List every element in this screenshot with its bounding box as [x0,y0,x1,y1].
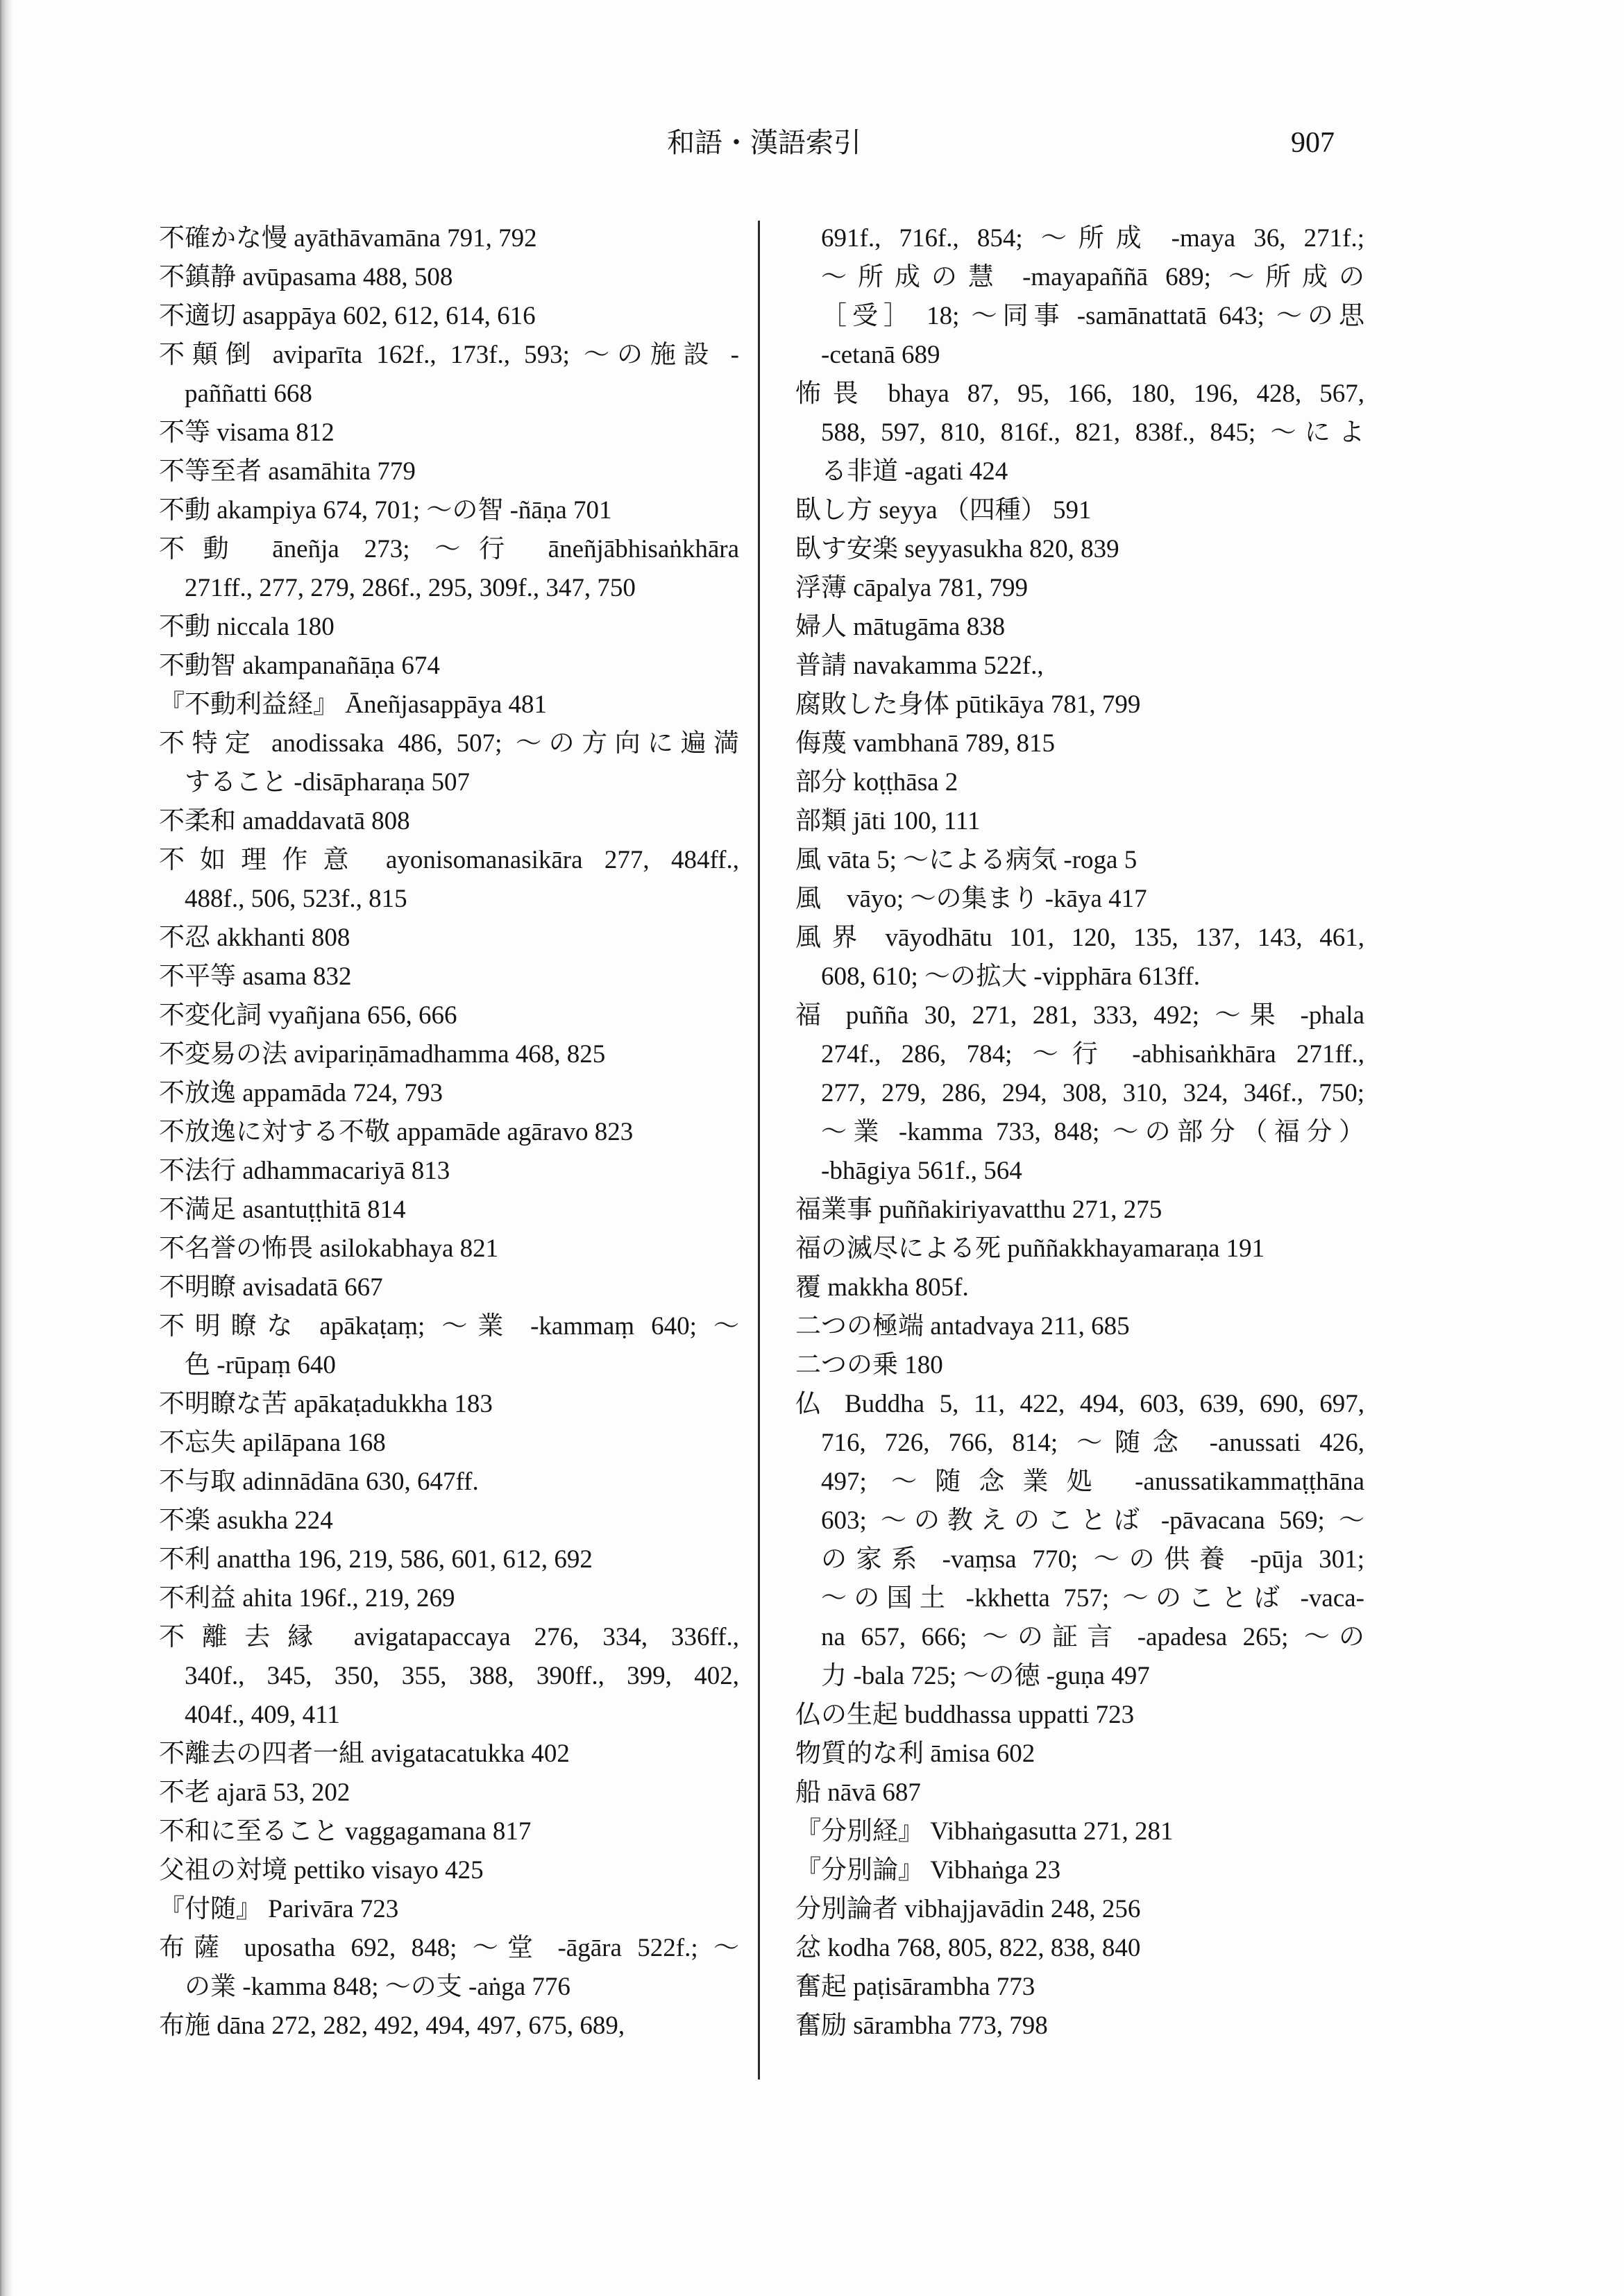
index-entry-headword-line: 船 nāvā 687 [795,1778,921,1807]
index-entry [159,647,739,686]
index-entry-headword-line: 不法行 adhammacariyā 813 [159,1157,450,1185]
index-entry [159,1230,739,1268]
index-entry [159,1074,739,1113]
index-entry-headword-line: 忿 kodha 768, 805, 822, 838, 840 [795,1934,1141,1962]
index-entry [159,802,739,841]
index-entry-headword-line: 不動 niccala 180 [159,613,335,641]
index-entry-continuation-line: 716, 726, 766, 814; ～随念 -anussati 426, [821,1429,1364,1457]
index-entry [795,219,1364,375]
index-entry-headword-line: 仏の生起 buddhassa uppatti 723 [795,1701,1135,1729]
index-entry-headword-line: 分別論者 vibhajjavādin 248, 256 [795,1895,1141,1923]
index-entry-headword-line: 不変易の法 avipariṇāmadhamma 468, 825 [159,1040,606,1069]
index-entry [159,491,739,530]
index-entry [795,763,1364,802]
index-entry-headword-line: 布施 dāna 272, 282, 492, 494, 497, 675, 689, [159,2012,625,2040]
index-entry-headword-line: 不特定 anodissaka 486, 507; ～の方向に遍満 [159,729,739,758]
index-entry [795,1812,1364,1851]
index-entry [159,724,739,802]
index-entry-continuation-line: の家系 -vaṃsa 770; ～の供養 -pūja 301; [821,1545,1364,1574]
index-entry [795,1385,1364,1696]
index-entry-headword-line: 不等 visama 812 [159,418,335,447]
index-entry [795,724,1364,763]
index-entry-continuation-line: 404f., 409, 411 [185,1701,340,1729]
index-entry [795,2007,1364,2046]
index-entry-continuation-line: paññatti 668 [185,380,312,408]
index-entry-continuation-line: すること -disāpharaṇa 507 [185,768,471,797]
index-entry-continuation-line: 277, 279, 286, 294, 308, 310, 324, 346f., 750; [821,1079,1364,1107]
index-entry [159,919,739,958]
index-entry-headword-line: 不放逸 appamāda 724, 793 [159,1079,443,1107]
index-entry-headword-line: 腐敗した身体 pūtikāya 781, 799 [795,690,1141,719]
index-entry [795,1890,1364,1929]
index-entry [159,841,739,919]
index-entry [159,686,739,724]
index-entry [795,1851,1364,1890]
index-entry [159,258,739,297]
index-entry [795,1968,1364,2007]
index-entry-headword-line: 不与取 adinnādāna 630, 647ff. [159,1468,479,1496]
index-entry [795,1307,1364,1346]
index-entry-continuation-line: 色 -rūpaṃ 640 [185,1351,336,1379]
index-entry [159,1463,739,1502]
index-entry-headword-line: 不明瞭な apākaṭaṃ; ～業 -kammaṃ 640; ～ [159,1312,739,1341]
index-entry [159,1152,739,1191]
index-entry [159,219,739,258]
index-entry-headword-line: 不忘失 apilāpana 168 [159,1429,386,1457]
index-entry-headword-line: 布薩 uposatha 692, 848; ～堂 -āgāra 522f.; ～ [159,1934,739,1962]
index-entry-headword-line: 風 vāyo; ～の集まり -kāya 417 [795,885,1147,913]
index-entry-headword-line: 不忍 akkhanti 808 [159,924,350,952]
index-entry-headword-line: 不離去の四者一組 avigatacatukka 402 [159,1740,570,1768]
index-entry [795,841,1364,880]
index-column-right [795,219,1364,2046]
index-entry-headword-line: 『不動利益経』 Āneñjasappāya 481 [159,690,548,719]
column-divider-rule [758,221,760,2080]
index-entry-headword-line: 『付随』 Parivāra 723 [159,1895,399,1923]
index-entry [795,608,1364,647]
index-entry [159,1812,739,1851]
index-entry [159,1268,739,1307]
index-entry-continuation-line: る非道 -agati 424 [821,457,1008,486]
index-entry-headword-line: 『分別経』 Vibhaṅgasutta 271, 281 [795,1817,1174,1846]
index-entry-headword-line: 不動 āneñja 273; ～行 āneñjābhisaṅkhāra [159,535,739,563]
index-entry-headword-line: 臥す安楽 seyyasukha 820, 839 [795,535,1119,563]
index-entry-headword-line: 福業事 puññakiriyavatthu 271, 275 [795,1196,1162,1224]
index-entry-continuation-line: 588, 597, 810, 816f., 821, 838f., 845; ～によ [821,418,1364,447]
index-entry-headword-line: 不明瞭 avisadatā 667 [159,1273,383,1302]
index-entry [795,491,1364,530]
index-entry-headword-line: 怖畏 bhaya 87, 95, 166, 180, 196, 428, 567, [795,380,1364,408]
index-entry [795,1346,1364,1385]
index-entry [159,1890,739,1929]
index-entry [159,1735,739,1774]
index-entry-headword-line: 覆 makkha 805f. [795,1273,969,1302]
index-entry-headword-line: 風界 vāyodhātu 101, 120, 135, 137, 143, 461, [795,924,1364,952]
index-entry [795,802,1364,841]
index-entry-headword-line: 不和に至ること vaggagamana 817 [159,1817,532,1846]
index-entry [159,1385,739,1424]
index-entry-continuation-line: 497; ～随念業処 -anussatikammaṭṭhāna [821,1468,1364,1496]
index-entry-headword-line: 不老 ajarā 53, 202 [159,1778,350,1807]
index-entry-headword-line: 福の滅尽による死 puññakkhayamaraṇa 191 [795,1234,1265,1263]
index-entry [795,686,1364,724]
index-entry-continuation-line: の業 -kamma 848; ～の支 -aṅga 776 [185,1973,570,2001]
index-entry [159,996,739,1035]
index-entry-continuation-line: ～の国土 -kkhetta 757; ～のことば -vaca- [821,1584,1364,1613]
index-entry [159,452,739,491]
index-entry-continuation-line: 力 -bala 725; ～の徳 -guṇa 497 [821,1662,1150,1690]
index-entry-headword-line: 部分 koṭṭhāsa 2 [795,768,958,797]
running-header-title: 和語・漢語索引 [667,127,861,158]
index-entry-continuation-line: ～業 -kamma 733, 848; ～の部分（福分） [821,1118,1364,1146]
index-entry-headword-line: 侮蔑 vambhanā 789, 815 [795,729,1056,758]
index-entry-headword-line: 普請 navakamma 522f., [795,652,1044,680]
index-entry-headword-line: 不顛倒 aviparīta 162f., 173f., 593; ～の施設 - [159,341,739,369]
index-entry [159,2007,739,2046]
index-entry [795,1230,1364,1268]
index-entry [795,996,1364,1191]
index-entry-headword-line: 『分別論』 Vibhaṅga 23 [795,1856,1061,1885]
index-entry-continuation-line: 271ff., 277, 279, 286f., 295, 309f., 347, 750 [185,574,636,602]
index-entry [795,1268,1364,1307]
index-entry-continuation-line: 340f., 345, 350, 355, 388, 390ff., 399, 402, [185,1662,739,1690]
index-entry [159,297,739,336]
index-entry-headword-line: 不動智 akampanañāṇa 674 [159,652,440,680]
index-entry [795,647,1364,686]
scan-edge-shadow [0,0,12,2296]
index-entry [159,414,739,452]
index-entry-continuation-line: 691f., 716f., 854; ～所成 -maya 36, 271f.; [821,224,1364,253]
index-entry [795,1735,1364,1774]
index-entry-headword-line: 不動 akampiya 674, 701; ～の智 -ñāṇa 701 [159,496,612,525]
index-entry-headword-line: 部類 jāti 100, 111 [795,807,981,835]
index-entry [795,880,1364,919]
index-entry-headword-line: 仏 Buddha 5, 11, 422, 494, 603, 639, 690, 697, [795,1390,1364,1418]
index-entry-continuation-line: 608, 610; ～の拡大 -vipphāra 613ff. [821,962,1201,991]
index-entry-headword-line: 不楽 asukha 224 [159,1506,333,1535]
index-entry-headword-line: 不等至者 asamāhita 779 [159,457,416,486]
index-entry-headword-line: 不適切 asappāya 602, 612, 614, 616 [159,302,536,330]
index-entry-continuation-line: 603; ～の教えのことば -pāvacana 569; ～ [821,1506,1364,1535]
index-entry-continuation-line: 488f., 506, 523f., 815 [185,885,407,913]
index-entry [159,1424,739,1463]
index-entry [795,530,1364,569]
index-entry-headword-line: 不利 anattha 196, 219, 586, 601, 612, 692 [159,1545,593,1574]
index-entry-headword-line: 不如理作意 ayonisomanasikāra 277, 484ff., [159,846,739,874]
index-entry-headword-line: 二つの乗 180 [795,1351,943,1379]
index-entry-headword-line: 奮起 paṭisārambha 773 [795,1973,1035,2001]
index-entry-headword-line: 不確かな慢 ayāthāvamāna 791, 792 [159,224,537,253]
index-entry-headword-line: 不明瞭な苦 apākaṭadukkha 183 [159,1390,493,1418]
index-entry-continuation-line: ［受］ 18; ～同事 -samānattatā 643; ～の思 [821,302,1364,330]
index-entry [795,1774,1364,1812]
index-entry [795,1929,1364,1968]
index-entry [159,1307,739,1385]
index-entry-headword-line: 不鎮静 avūpasama 488, 508 [159,263,453,291]
index-entry-headword-line: 不名誉の怖畏 asilokabhaya 821 [159,1234,499,1263]
index-entry-headword-line: 不放逸に対する不敬 appamāde agāravo 823 [159,1118,634,1146]
index-entry [795,1696,1364,1735]
index-entry-headword-line: 奮励 sārambha 773, 798 [795,2012,1048,2040]
index-entry-continuation-line: 274f., 286, 784; ～行 -abhisaṅkhāra 271ff., [821,1040,1364,1069]
index-entry-continuation-line: -bhāgiya 561f., 564 [821,1157,1022,1185]
index-entry [159,1618,739,1735]
index-entry-continuation-line: ～所成の慧 -mayapaññā 689; ～所成の [821,263,1364,291]
index-entry-headword-line: 二つの極端 antadvaya 211, 685 [795,1312,1130,1341]
index-entry [159,1579,739,1618]
index-entry-headword-line: 不満足 asantuṭṭhitā 814 [159,1196,406,1224]
index-entry-headword-line: 不離去縁 avigatapaccaya 276, 334, 336ff., [159,1623,739,1651]
index-entry-headword-line: 臥し方 seyya （四種） 591 [795,496,1092,525]
index-entry [159,1502,739,1540]
index-column-left [159,219,739,2046]
index-entry [159,1774,739,1812]
index-entry [159,1035,739,1074]
index-entry-headword-line: 父祖の対境 pettiko visayo 425 [159,1856,484,1885]
index-entry-continuation-line: -cetanā 689 [821,341,940,369]
index-entry [159,1191,739,1230]
index-entry [159,530,739,608]
index-entry [795,919,1364,996]
index-entry [795,1191,1364,1230]
index-entry [159,336,739,414]
index-entry-continuation-line: na 657, 666; ～の証言 -apadesa 265; ～の [821,1623,1364,1651]
index-entry-headword-line: 福 puñña 30, 271, 281, 333, 492; ～果 -phala [795,1001,1364,1030]
index-entry-headword-line: 風 vāta 5; ～による病気 -roga 5 [795,846,1137,874]
index-entry [159,608,739,647]
index-entry-headword-line: 物質的な利 āmisa 602 [795,1740,1035,1768]
page-number: 907 [1291,127,1335,159]
index-entry [159,1929,739,2007]
index-entry [795,569,1364,608]
index-entry-headword-line: 不利益 ahita 196f., 219, 269 [159,1584,455,1613]
index-entry-headword-line: 浮薄 cāpalya 781, 799 [795,574,1028,602]
index-entry [159,1540,739,1579]
index-entry-headword-line: 婦人 mātugāma 838 [795,613,1006,641]
index-entry-headword-line: 不柔和 amaddavatā 808 [159,807,410,835]
index-entry [795,375,1364,491]
index-entry-headword-line: 不変化詞 vyañjana 656, 666 [159,1001,457,1030]
index-entry [159,958,739,996]
index-entry-headword-line: 不平等 asama 832 [159,962,352,991]
index-entry [159,1113,739,1152]
index-entry [159,1851,739,1890]
